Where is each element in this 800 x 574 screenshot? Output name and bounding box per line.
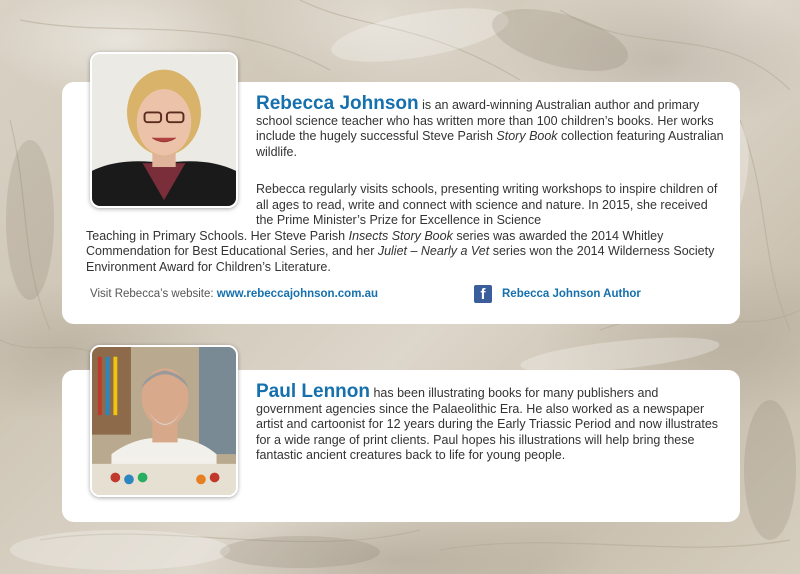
facebook-label: Rebecca Johnson Author	[502, 288, 641, 300]
rebecca-bio	[256, 93, 726, 160]
paul-bio-text: has been illustrating books for many publishers and government agencies since the Palaeolithic Era. He also worked as a newspaper artist and cartoonist for 12 years during the Early Triassic Period and now illustrates for a wide range of print clients. Paul hopes his illustrations will help bring these fantastic ancient creatures back to life for young people.	[256, 386, 719, 462]
rebecca-para2-b: Teaching in Primary Schools. Her Steve Parish	[86, 228, 349, 243]
rebecca-bio-text: is an award-winning Australian author and primary school science teacher who has written more than 100 children’s books. Her works include the hugely successful Steve Parish	[256, 98, 714, 143]
website-link[interactable]: www.rebeccajohnson.com.au	[216, 288, 379, 300]
rebecca-paragraph-2	[86, 182, 726, 275]
facebook-icon: f	[474, 285, 492, 303]
rebecca-para2-c-italic: Juliet – Nearly a Vet	[377, 244, 490, 258]
rebecca-para2-b-italic: Insects Story Book	[348, 228, 453, 243]
paul-name: Paul Lennon	[256, 381, 370, 402]
facebook-link[interactable]	[474, 285, 641, 303]
rebecca-para2-a: Rebecca regularly visits schools, presenting writing workshops to inspire children of all ages to read, write and connect with science and nature. In 2015, she received the Prime Minister’s Prize for Excellence in Science	[256, 182, 718, 227]
paul-bio	[256, 381, 726, 464]
rebecca-para2-d: series won the 2014 Wilderness Society Environment Award for Children’s Literature.	[86, 244, 715, 274]
rebecca-portrait	[90, 52, 238, 208]
rebecca-bio-italic: Story Book	[496, 129, 558, 143]
rebecca-name: Rebecca Johnson	[256, 93, 419, 114]
rebecca-para2-rest	[86, 229, 726, 276]
paul-portrait	[90, 345, 238, 497]
website-label: Visit Rebecca’s website:	[90, 288, 217, 300]
rebecca-website-row	[90, 288, 378, 300]
rebecca-bio-tail: collection featuring Australian wildlife.	[256, 129, 724, 159]
rebecca-para2-c: series was awarded the 2014 Whitley Commendation for Best Educational Series, and her	[86, 228, 664, 258]
